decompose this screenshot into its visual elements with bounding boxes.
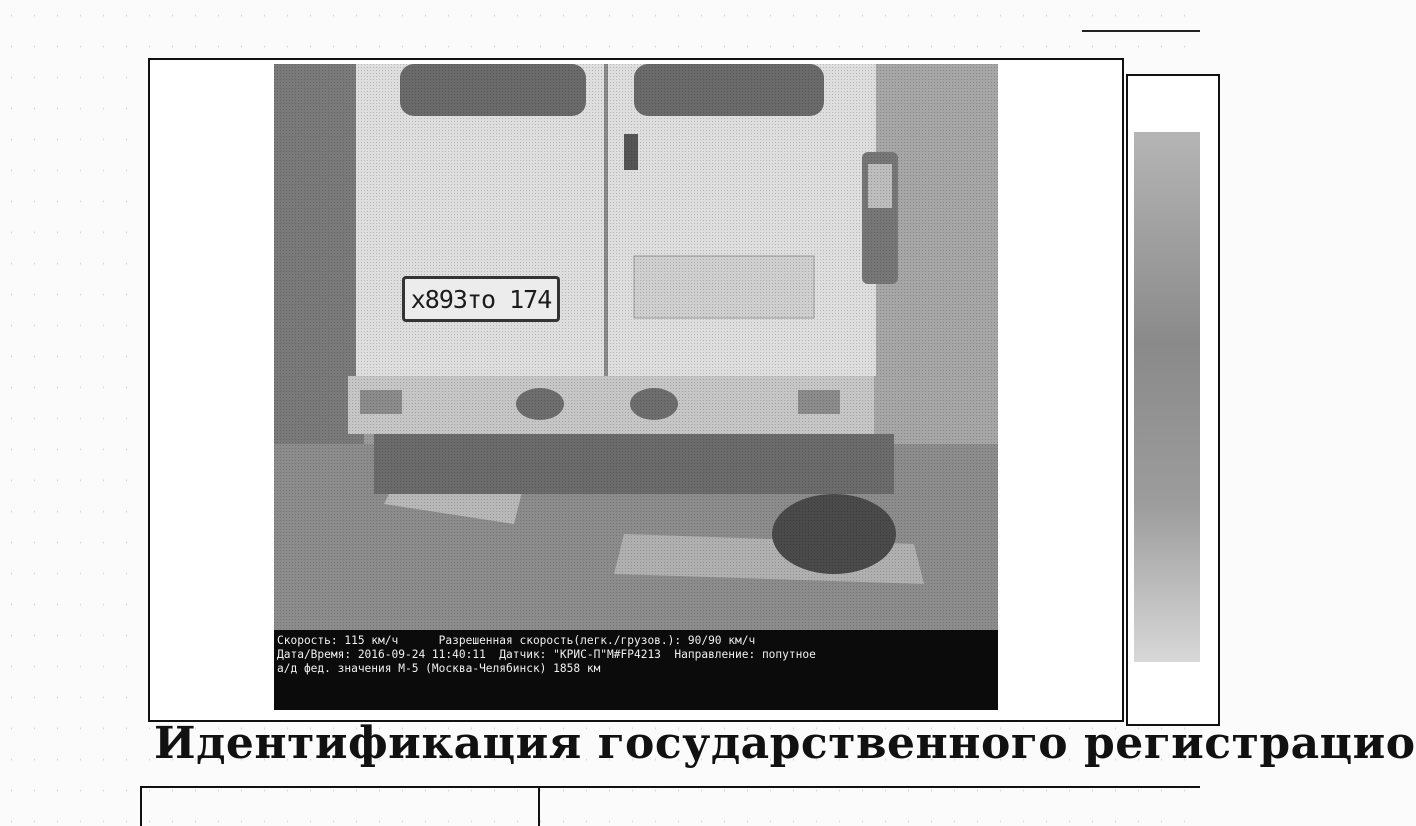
license-plate: х893то 174	[402, 276, 560, 322]
table-column-divider	[538, 786, 540, 826]
section-title: Идентификация государственного регистрацио	[154, 718, 1416, 769]
table-top-border	[140, 786, 1200, 788]
camera-photo-side	[1134, 132, 1200, 662]
top-rule	[1082, 30, 1200, 32]
table-left-border	[140, 786, 142, 826]
camera-photo-main	[274, 64, 998, 710]
caption-location-line: а/д фед. значения М-5 (Москва-Челябинск) 1858 км	[277, 662, 601, 675]
caption-datetime-line: Дата/Время: 2016-09-24 11:40:11 Датчик: "КРИС-П"М#FP4213 Направление: попутное	[277, 648, 816, 661]
caption-speed-line: Скорость: 115 км/ч Разрешенная скорость(легк./грузов.): 90/90 км/ч	[277, 634, 756, 647]
van-rear-image	[274, 64, 998, 710]
camera-caption	[274, 630, 998, 710]
